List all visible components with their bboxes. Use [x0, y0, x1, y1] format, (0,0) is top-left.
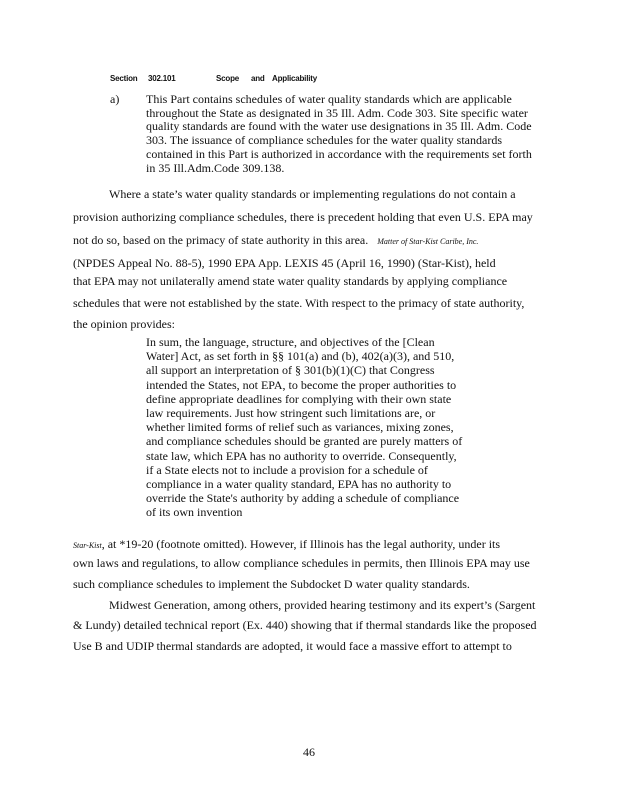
- section-title-word-1: Scope: [216, 74, 240, 83]
- case-citation: Matter of Star-Kist Caribe, Inc.: [377, 237, 479, 246]
- quote-line: and compliance schedules should be granted are purely matters of: [146, 434, 463, 449]
- paragraph-line: [73, 537, 500, 552]
- subsection-a-line: 303. The issuance of compliance schedules for the water quality standards: [146, 133, 502, 148]
- subsection-a-line: throughout the State as designated in 35 Ill. Adm. Code 303. Site specific water: [146, 105, 528, 120]
- quote-line: define appropriate deadlines for complying with their own state: [146, 391, 452, 406]
- paragraph-line: that EPA may not unilaterally amend state water quality standards by applying compliance: [73, 274, 508, 288]
- subsection-a-label: a): [110, 92, 120, 106]
- quote-line: state law, which EPA has no authority to override. Consequently,: [146, 448, 457, 463]
- quote-line: of its own invention: [146, 505, 243, 520]
- quote-line: In sum, the language, structure, and objectives of the [Clean: [146, 335, 435, 349]
- quote-line: if a State elects not to include a provision for a schedule of: [146, 462, 428, 477]
- paragraph-line: Where a state’s water quality standards or implementing regulations do not contain a: [109, 187, 516, 201]
- quote-line: Water] Act, as set forth in §§ 101(a) and (b), 402(a)(3), and 510,: [146, 349, 455, 364]
- quote-line: all support an interpretation of § 301(b)(1)(C) that Congress: [146, 363, 435, 378]
- paragraph-line: & Lundy) detailed technical report (Ex. 440) showing that if thermal standards like the proposed: [73, 618, 537, 632]
- section-title-word-3: Applicability: [272, 74, 317, 83]
- section-label: Section: [110, 74, 138, 83]
- page-number: 46: [303, 745, 315, 759]
- quote-line: law requirements. Just how stringent such limitations are, or: [146, 406, 436, 421]
- case-short-cite: Star-Kist: [73, 541, 102, 550]
- subsection-a-line: This Part contains schedules of water quality standards which are applicable: [146, 92, 512, 106]
- paragraph-line: schedules that were not established by the state. With respect to the primacy of state authority,: [73, 296, 525, 310]
- quote-line: compliance in a water quality standard, EPA has no authority to: [146, 477, 452, 492]
- section-title-word-2: and: [251, 74, 265, 83]
- paragraph-line: [73, 233, 478, 248]
- quote-line: whether limited forms of relief such as variances, mixing zones,: [146, 420, 454, 435]
- quote-line: intended the States, not EPA, to become the proper authorities to: [146, 377, 457, 392]
- paragraph-line: provision authorizing compliance schedules, there is precedent holding that even U.S. EPA may: [73, 210, 533, 224]
- subsection-a-body: [146, 93, 546, 175]
- paragraph-line: own laws and regulations, to allow compliance schedules in permits, then Illinois EPA may use: [73, 556, 530, 570]
- paragraph-line: Use B and UDIP thermal standards are adopted, it would face a massive effort to attempt to: [73, 639, 512, 653]
- paragraph-line: Midwest Generation, among others, provided hearing testimony and its expert’s (Sargent: [109, 598, 536, 612]
- paragraph-text: , at *19-20 (footnote omitted). However, if Illinois has the legal authority, under its: [101, 537, 501, 551]
- block-quote: [146, 335, 462, 520]
- paragraph-line: the opinion provides:: [73, 317, 175, 331]
- subsection-a-line: quality standards are found with the water use designations in 35 Ill. Adm. Code: [146, 119, 532, 134]
- paragraph-line: (NPDES Appeal No. 88-5), 1990 EPA App. LEXIS 45 (April 16, 1990) (Star-Kist), held: [73, 256, 496, 270]
- paragraph-text: not do so, based on the primacy of state authority in this area.: [73, 233, 369, 247]
- subsection-a-line: in 35 Ill.Adm.Code 309.138.: [146, 160, 285, 175]
- subsection-a-line: contained in this Part is authorized in accordance with the requirements set forth: [146, 146, 532, 161]
- paragraph-line: such compliance schedules to implement the Subdocket D water quality standards.: [73, 577, 470, 591]
- section-number: 302.101: [148, 74, 176, 83]
- quote-line: override the State's authority by adding a schedule of compliance: [146, 491, 460, 506]
